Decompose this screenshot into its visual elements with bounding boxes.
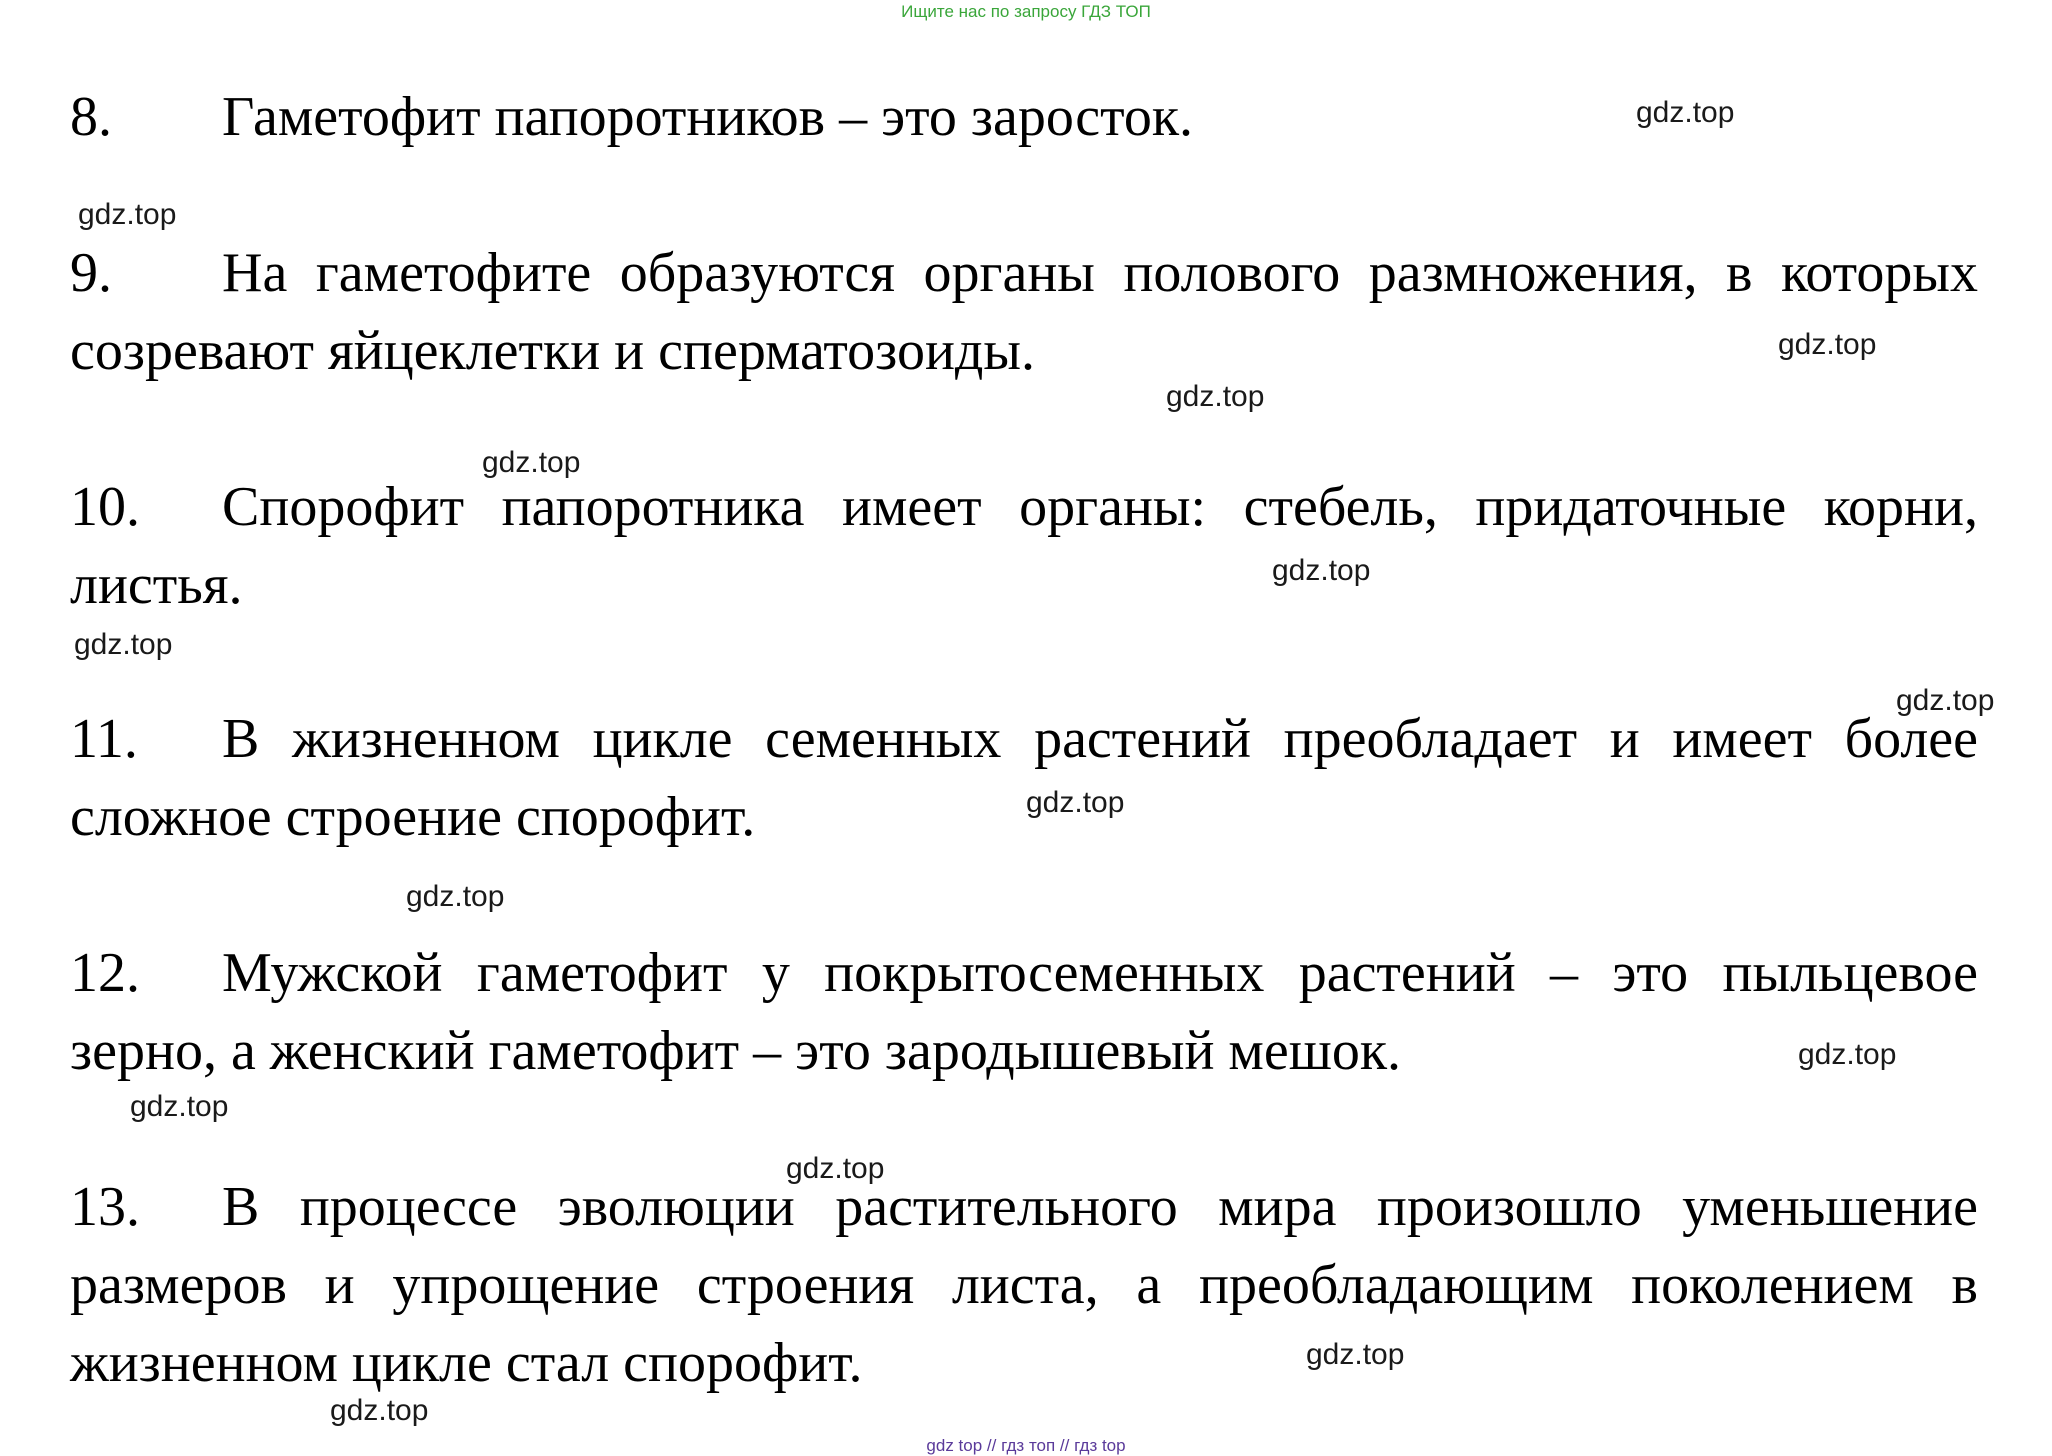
watermark: gdz.top <box>1896 684 1995 717</box>
watermark: gdz.top <box>1798 1038 1897 1071</box>
watermark: gdz.top <box>130 1090 229 1123</box>
answer-item-12 <box>70 934 1978 1090</box>
item-number: 12. <box>70 942 140 1004</box>
item-text: Гаметофит папоротников – это заросток. <box>222 86 1194 148</box>
item-number: 10. <box>70 476 140 538</box>
watermark: gdz.top <box>1272 554 1371 587</box>
answer-item-9 <box>70 234 1978 390</box>
answer-item-10 <box>70 468 1978 624</box>
top-banner: Ищите нас по запросу ГДЗ ТОП <box>901 2 1151 21</box>
item-number: 11. <box>70 708 138 770</box>
footer-text: gdz top // гдз топ // гдз top <box>926 1436 1126 1455</box>
item-number: 13. <box>70 1176 140 1238</box>
item-text: Спорофит папоротника имеет органы: стебель, придаточные корни, листья. <box>70 476 1978 616</box>
item-text: На гаметофите образуются органы полового размножения, в которых созревают яйцеклетки и сперматозоиды. <box>70 242 1978 382</box>
item-number: 9. <box>70 242 112 304</box>
watermark: gdz.top <box>786 1152 885 1185</box>
watermark: gdz.top <box>1166 380 1265 413</box>
watermark: gdz.top <box>406 880 505 913</box>
item-number: 8. <box>70 86 112 148</box>
watermark: gdz.top <box>330 1394 429 1427</box>
watermark: gdz.top <box>74 628 173 661</box>
watermark: gdz.top <box>482 446 581 479</box>
item-text: В процессе эволюции растительного мира произошло уменьшение размеров и упрощение строения листа, а преобладающим поколением в жизненном цикле стал спорофит. <box>70 1176 1978 1394</box>
watermark: gdz.top <box>78 198 177 231</box>
answer-item-13 <box>70 1168 1978 1402</box>
watermark: gdz.top <box>1778 328 1877 361</box>
answer-item-11 <box>70 700 1978 856</box>
item-text: В жизненном цикле семенных растений преобладает и имеет более сложное строение спорофит. <box>70 708 1978 848</box>
watermark: gdz.top <box>1636 96 1735 129</box>
watermark: gdz.top <box>1026 786 1125 819</box>
item-text: Мужской гаметофит у покрытосеменных растений – это пыльцевое зерно, а женский гаметофит – это зародышевый мешок. <box>70 942 1978 1082</box>
watermark: gdz.top <box>1306 1338 1405 1371</box>
